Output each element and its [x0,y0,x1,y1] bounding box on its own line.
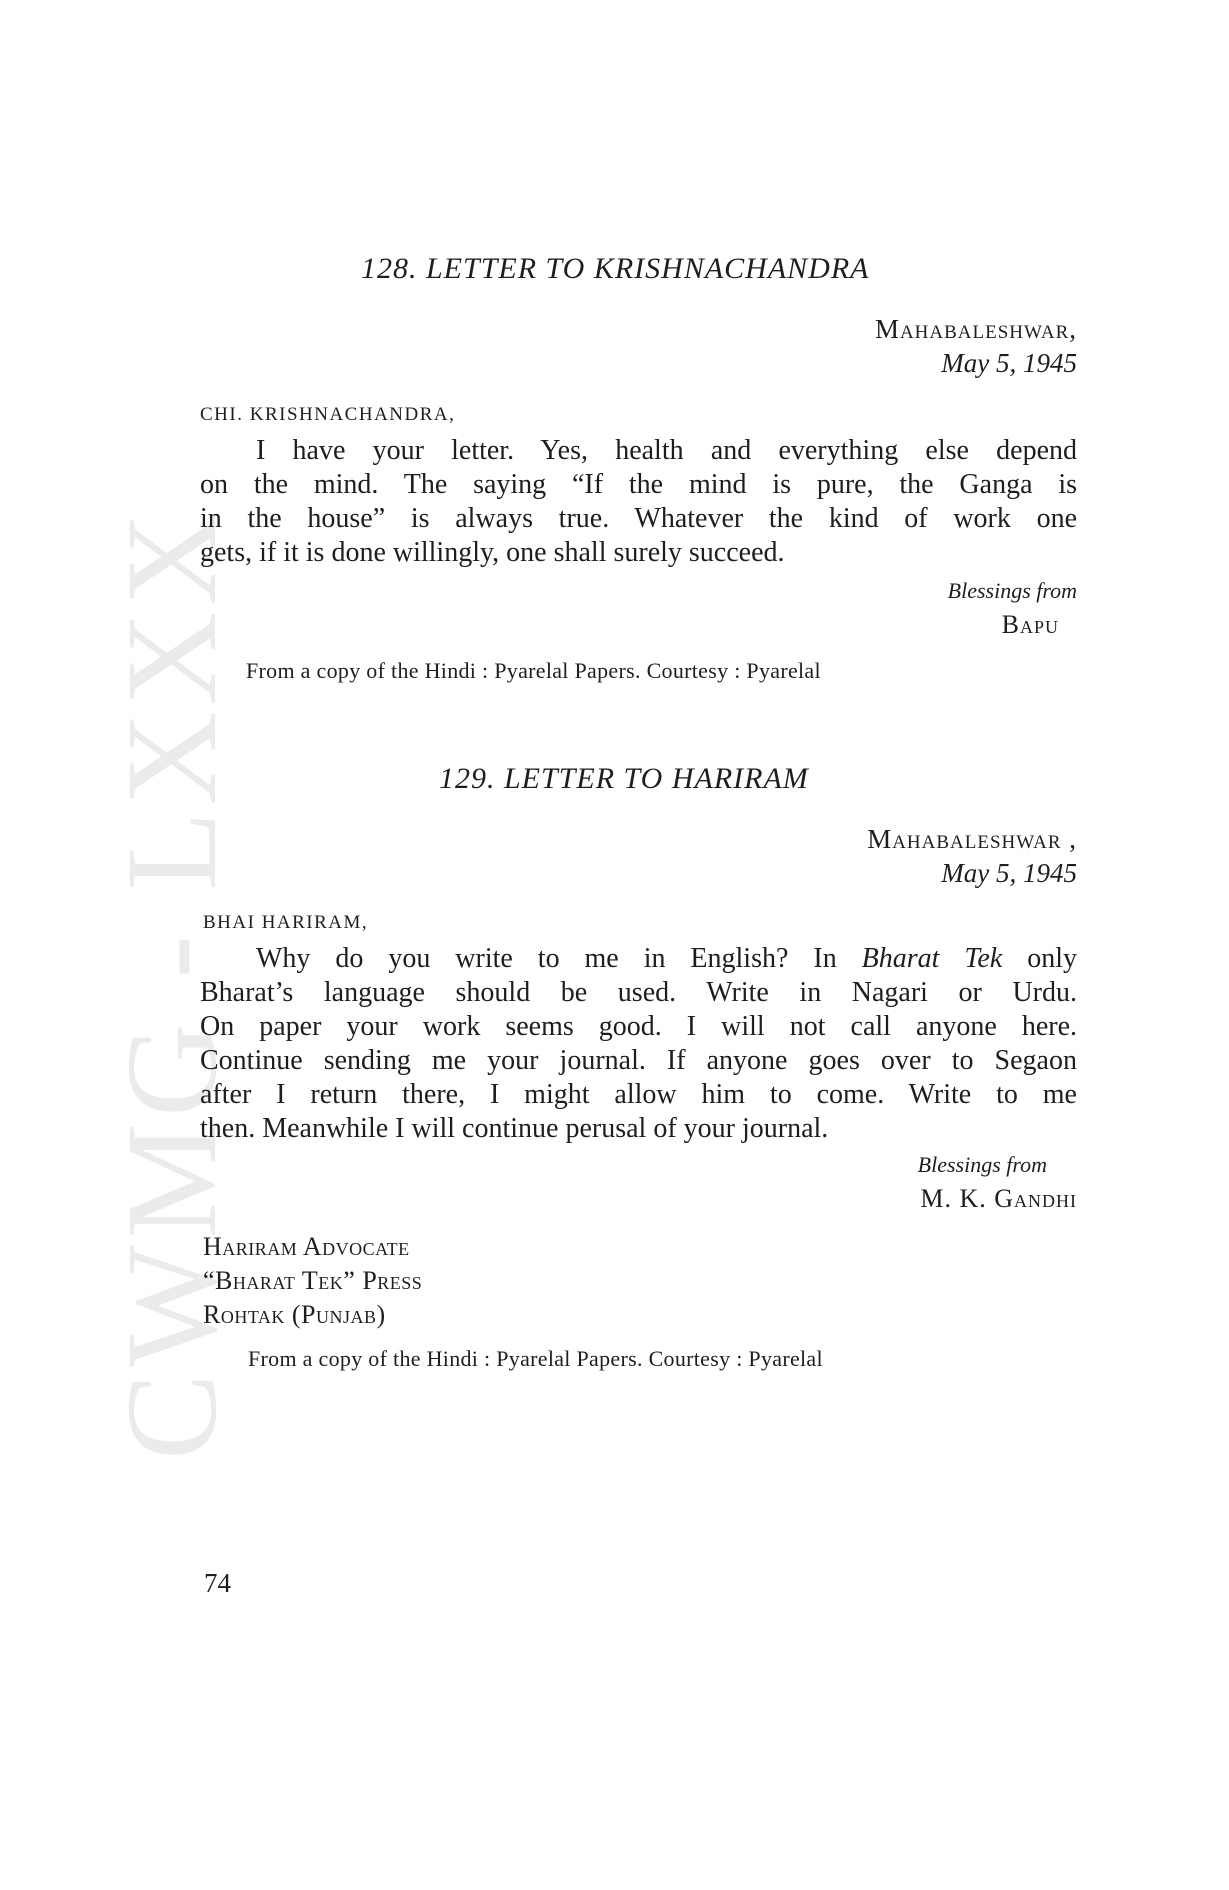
letter-129-place-date [867,822,1077,890]
letter-128-salutation: CHI. KRISHNACHANDRA, [200,404,456,425]
letter-128-date: May 5, 1945 [941,348,1077,378]
letter-128-body [200,434,1077,570]
letter-129-blessing: Blessings from [917,1152,1047,1177]
letter-129-date: May 5, 1945 [941,858,1077,888]
body-line: on the mind. The saying “If the mind is pure, the Ganga is [200,469,1077,500]
body-line: Bharat’s language should be used. Write in Nagari or Urdu. [200,977,1077,1008]
watermark-text: CWMG - LXXX [100,505,244,1460]
body-line [200,942,1077,976]
letter-129-heading: 129. LETTER TO HARIRAM [439,762,809,795]
body-text: Why do you write to me in English? In [256,943,862,974]
letter-129-address [203,1230,422,1332]
page-number: 74 [204,1568,231,1598]
body-line: gets, if it is done willingly, one shall surely succeed. [200,537,785,568]
body-line: On paper your work seems good. I will not call anyone here. [200,1011,1077,1042]
letter-128-source: From a copy of the Hindi : Pyarelal Papers. Courtesy : Pyarelal [246,658,821,683]
letter-128-place-date [875,312,1077,380]
letter-129-signer: M. K. Gandhi [920,1184,1077,1213]
address-line: Hariram Advocate [203,1232,410,1261]
body-line: in the house” is always true. Whatever the kind of work one [200,503,1077,534]
page [200,0,1077,1890]
letter-129-place: Mahabaleshwar , [867,824,1077,854]
body-line: I have your letter. Yes, health and everything else depend [256,435,1077,466]
address-line: “Bharat Tek” Press [203,1266,423,1295]
letter-128-signer: Bapu [1001,610,1059,639]
letter-128-place: Mahabaleshwar, [874,314,1077,344]
body-text: only [1002,943,1078,974]
address-line: Rohtak (Punjab) [203,1300,386,1329]
journal-title: Bharat Tek [861,943,1003,974]
letter-129-salutation: BHAI HARIRAM, [203,912,369,933]
letter-129-body [200,942,1077,1146]
body-line: after I return there, I might allow him to come. Write to me [200,1079,1077,1110]
letter-128-heading: 128. LETTER TO KRISHNACHANDRA [361,252,870,285]
letter-128-blessing: Blessings from [947,578,1077,603]
letter-129-source: From a copy of the Hindi : Pyarelal Papers. Courtesy : Pyarelal [248,1346,823,1371]
body-line: Continue sending me your journal. If anyone goes over to Segaon [200,1045,1077,1076]
body-line: then. Meanwhile I will continue perusal of your journal. [200,1113,829,1144]
